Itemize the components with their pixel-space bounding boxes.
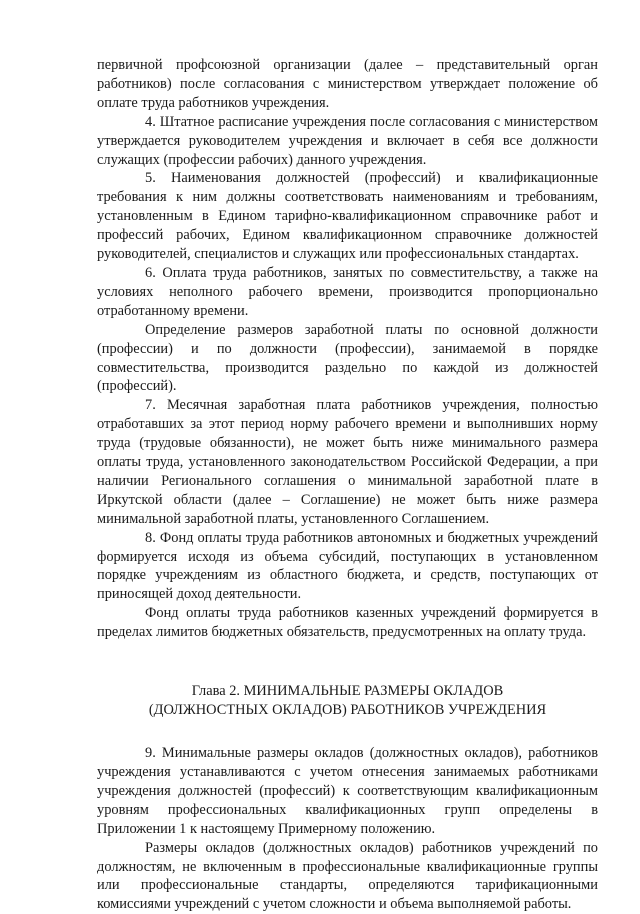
- paragraph-item-8-continued: Фонд оплаты труда работников казенных учреждений формируется в пределах лимитов бюджетных обязательств, предусмотренных на оплату труда.: [97, 605, 598, 641]
- paragraph-item-9-continued: Размеры окладов (должностных окладов) работников учреждений по должностям, не включенным в профессиональные квалификационные группы или профессиональные стандарты, определяются тарификационными комиссиями учреждений с учетом сложности и объема выполняемой работы.: [97, 839, 598, 913]
- paragraph-item-7: 7. Месячная заработная плата работников учреждения, полностью отработавших за этот период норму рабочего времени и выполнивших норму труда (трудовые обязанности), не может быть ниже минимального размера оплаты труда, установленного законодательством Российской Федерации, а при наличии Регионального соглашения о минимальной заработной плате в Иркутской области (далее – Соглашение) не может быть ниже размера минимальной заработной платы, установленного Соглашением.: [97, 397, 598, 527]
- paragraph-item-4: 4. Штатное расписание учреждения после согласования с министерством утверждается руководителем учреждения и включает в себя все должности служащих (профессии рабочих) данного учреждения.: [97, 113, 598, 168]
- paragraph-item-6: 6. Оплата труда работников, занятых по совместительству, а также на условиях неполного рабочего времени, производится пропорционально отработанному времени.: [97, 264, 598, 319]
- paragraph-item-5: 5. Наименования должностей (профессий) и квалификационные требования к ним должны соответствовать наименованиям и требованиям, установленным в Едином тарифно-квалификационном справочнике работ и профессий рабочих, Едином квалификационном справочнике должностей руководителей, специалистов и служащих или профессиональных стандартах.: [97, 170, 598, 263]
- paragraph-item-6-continued: Определение размеров заработной платы по основной должности (профессии) и по должности (профессии), занимаемой в порядке совместительства, производится раздельно по каждой из должностей (профессий).: [97, 321, 598, 395]
- chapter-heading: [97, 682, 598, 720]
- paragraph-item-8: 8. Фонд оплаты труда работников автономных и бюджетных учреждений формируется исходя из объема субсидий, поступающих в установленном порядке учреждениям из областного бюджета, и средств, поступающих от приносящей доход деятельности.: [97, 529, 598, 603]
- chapter-heading-line-1: Глава 2. МИНИМАЛЬНЫЕ РАЗМЕРЫ ОКЛАДОВ: [191, 683, 504, 700]
- paragraph-continuation: первичной профсоюзной организации (далее – представительный орган работников) после согласования с министерством утверждает положение об оплате труда работников учреждения.: [97, 57, 598, 111]
- paragraph-item-9: 9. Минимальные размеры окладов (должностных окладов), работников учреждения устанавливаются с учетом отнесения занимаемых работниками учреждения должностей (профессий) к соответствующим квалификационным уровням профессиональных квалификационных групп определены в Приложении 1 к настоящему Примерному положению.: [97, 745, 598, 837]
- chapter-heading-line-2: (ДОЛЖНОСТНЫХ ОКЛАДОВ) РАБОТНИКОВ УЧРЕЖДЕНИЯ: [148, 702, 547, 719]
